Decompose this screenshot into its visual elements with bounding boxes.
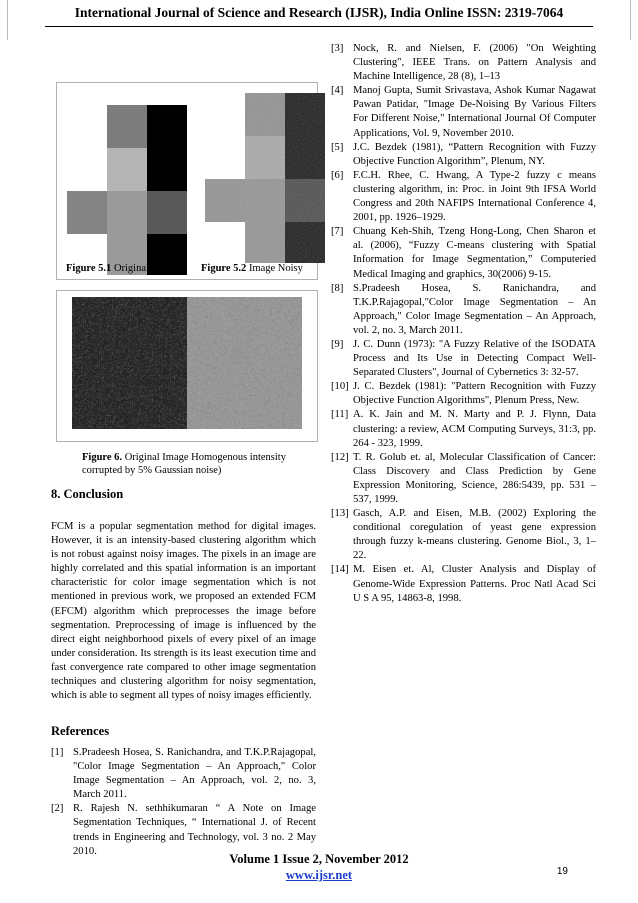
figure-5-2-noisy-image (205, 93, 325, 263)
reference-item: [3] Nock, R. and Nielsen, F. (2006) "On Weighting Clustering", IEEE Trans. on Pattern Analysis and Machine Intelligence, 28 (8), 1–13 (331, 43, 596, 83)
figure-5-1-caption: Figure 5.1 Original Image (66, 263, 178, 274)
reference-item: [6] F.C.H. Rhee, C. Hwang, A Type-2 fuzzy c means clustering algorithm, in: Proc. in Joint 9th IFSA World Congress and 20th NAFIPS International Conference 4, 2001, pp. 1926–1929. (331, 169, 596, 224)
reference-item: [10] J. C. Bezdek (1981): "Pattern Recognition with Fuzzy Objective Function Algorithms", Plenum Press, New. (331, 381, 596, 407)
figure-6-panel (56, 290, 318, 442)
reference-list-right (331, 42, 596, 606)
header-rule (45, 26, 593, 27)
reference-item: [2] R. Rajesh N. sethhikumaran “ A Note on Image Segmentation Techniques, “ International J. of Recent trends in Engineering and Technology, vol. 3 no. 2 May 2010. (51, 803, 316, 857)
reference-item: [5] J.C. Bezdek (1981), “Pattern Recognition with Fuzzy Objective Function Algorithm”, Plenum, NY. (331, 141, 596, 167)
reference-item: [7] Chuang Keh-Shih, Tzeng Hong-Long, Chen Sharon et al. (2006), “Fuzzy C-means clustering with Spatial Information for Image Segmentation,” Computeried Medical Imaging and graphics, 30(2006) 9-15. (331, 226, 596, 280)
reference-item: [8] S.Pradeesh Hosea, S. Ranichandra, and T.K.P.Rajagopal,"Color Image Segmentation – An Approach," Color Image Segmentation – An Approach, vol. 2, no. 3, March 2011. (331, 282, 596, 336)
reference-item: [1] S.Pradeesh Hosea, S. Ranichandra, and T.K.P.Rajagopal, "Color Image Segmentation – An Approach," Color Image Segmentation – An Approach, vol. 2, no. 3, March 2011. (51, 747, 316, 801)
footer-issue: Volume 1 Issue 2, November 2012 (229, 852, 409, 866)
reference-item: [12] T. R. Golub et. al, Molecular Classification of Cancer: Class Discovery and Class Prediction by Gene Expression Monitoring, Science, 286:5439, pp. 531 – 537, 1999. (331, 451, 596, 505)
figure-6-image (72, 297, 302, 429)
references-heading: References (51, 724, 110, 738)
reference-item: [4] Manoj Gupta, Sumit Srivastava, Ashok Kumar Nagawat Pawan Patidar, "Image De-Noising By Various Filters For Different Noise," International Journal Of Computer Applications, Vol. 9, November 2010. (331, 85, 596, 139)
page-number: 19 (556, 866, 568, 877)
reference-item: [14] M. Eisen et. Al, Cluster Analysis and Display of Genome-Wide Expression Patterns. Proc Natl Acad Sci U S A 95, 14863-8, 1998. (331, 564, 596, 604)
figure-5-panel (56, 82, 318, 280)
reference-list-left (51, 746, 316, 859)
conclusion-heading: 8. Conclusion (51, 487, 124, 501)
conclusion-body: FCM is a popular segmentation method for digital images. However, it is an intensity-based clustering algorithm which is not robust against noisy images. The pixels in an image are highly correlated and this spatial information is an important characteristic for color image segmentation which is not mentioned in previous work, we proposed an extended FCM (EFCM) algorithm which preprocesses the image before segmentation. Preprocessing of image is influenced by the direct eight neighborhood pixels of every pixel of an image under consideration. Its strength is its least execution time and fast convergence rate compared to other image segmentation techniques and clustering algorithm for noisy segmentation, which is able to segment all types of noisy images efficiently. (51, 521, 316, 702)
footer-website[interactable] (0, 868, 638, 883)
crop-mark-right (630, 0, 638, 40)
journal-header: International Journal of Science and Research (IJSR), India Online ISSN: 2319-7064 (74, 5, 564, 20)
figure-5-1-original-image (67, 105, 187, 275)
reference-item: [9] J. C. Dunn (1973): "A Fuzzy Relative of the ISODATA Process and Its Use in Detecting Compact Well-Separated Clusters", Journal of Cybernetics 3: 32-57. (331, 338, 596, 379)
crop-mark-left (0, 0, 8, 40)
reference-item: [11] A. K. Jain and M. N. Marty and P. J. Flynn, Data clustering: a review, ACM Computing Surveys, 31:3, pp. 264 - 323, 1999. (331, 409, 596, 449)
figure-5-2-caption: Figure 5.2 Image Noisy (201, 263, 303, 274)
reference-item: [13] Gasch, A.P. and Eisen, M.B. (2002) Exploring the conditional coregulation of yeast gene expression through fuzzy k-means clustering. Genome Biol., 3, 1–22. (331, 508, 596, 562)
figure-6-caption: Figure 6. Original Image Homogenous intensity corrupted by 5% Gaussian noise) (82, 452, 286, 476)
website-link[interactable]: www.ijsr.net (285, 868, 353, 882)
